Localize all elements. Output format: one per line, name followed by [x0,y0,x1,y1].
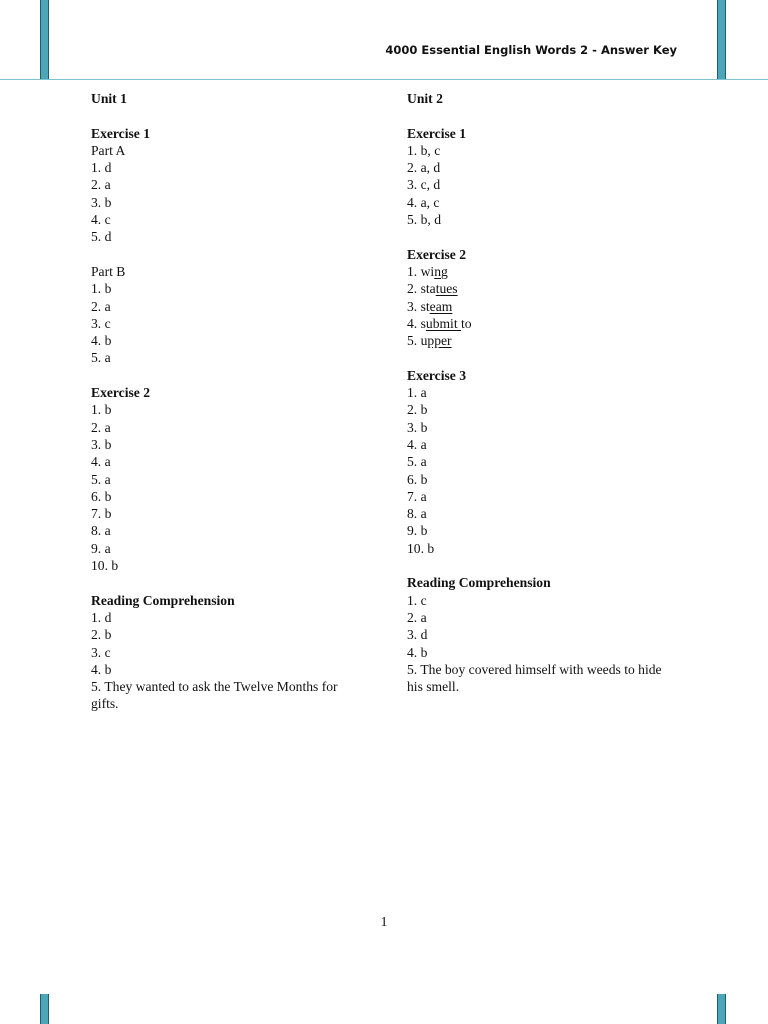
header-right-bar [717,0,726,80]
answer-line: 8. a [407,506,427,522]
unit-1-column [91,90,361,713]
answer-line: 7. b [91,506,112,522]
answer-number: 1. [407,263,421,279]
unit-2-exercise-2-title: Exercise 2 [407,246,467,262]
unit-2-reading-comprehension-title: Reading Comprehension [407,575,551,591]
unit-1-exercise-2-title: Exercise 2 [91,385,151,401]
footer-right-bar [717,994,726,1024]
answer-line: 5. d [91,229,112,245]
answer-line: 1. b [91,281,112,297]
answer-line: 3. b [407,419,428,435]
answer-line: 9. b [407,523,428,539]
answer-text-tail: to [461,315,472,331]
answer-line: 3. c, d [407,177,441,193]
spacer [407,557,677,574]
underlined-part: pper [427,333,452,349]
answer-line: 6. b [407,471,428,487]
answer-number: 2. [407,281,421,297]
answer-line: 4. b [91,333,112,349]
answer-line: 10. b [91,558,119,574]
answer-line: 3. c [91,315,111,331]
answer-text: sta [420,281,436,297]
answer-line: 4. a, c [407,194,440,210]
spacer [407,349,677,366]
answer-number: 5. [407,333,421,349]
header-left-bar [40,0,49,80]
spacer [91,246,361,263]
answer-line: 1. b, c [407,142,441,158]
answer-line: 4. b [407,644,428,660]
answer-number: 3. [407,298,421,314]
answer-text: wi [420,263,435,279]
answer-line: 8. a [91,523,111,539]
answer-line: 2. a [91,177,111,193]
header-title: 4000 Essential English Words 2 - Answer Key [385,43,677,57]
unit-1-part-b-label: Part B [91,263,126,279]
answer-line: 1. a [407,385,427,401]
answer-line: 5. a [407,454,427,470]
unit-1-reading-comprehension-title: Reading Comprehension [91,592,235,608]
answer-line: 1. d [91,160,112,176]
answer-line [407,263,677,280]
answer-line: 1. c [407,592,427,608]
answer-line: 3. d [407,627,428,643]
unit-2-column [407,90,677,695]
answer-line: 4. a [91,454,111,470]
answer-text: st [420,298,430,314]
answer-line: 9. a [91,540,111,556]
answer-line: 2. b [91,627,112,643]
unit-2-exercise-3-title: Exercise 3 [407,367,467,383]
answer-line: 3. b [91,436,112,452]
answer-line-long: 5. They wanted to ask the Twelve Months for gifts. [91,679,341,712]
answer-text: s [420,315,426,331]
answer-text: u [420,333,428,349]
answer-line: 2. a, d [407,160,441,176]
answer-line: 4. b [91,661,112,677]
answer-line [407,332,677,349]
underlined-part: ubmit [425,315,462,331]
answer-line: 2. a [91,298,111,314]
answer-line: 2. b [407,402,428,418]
answer-line-long: 5. The boy covered himself with weeds to hide his smell. [407,661,665,695]
answer-line: 6. b [91,488,112,504]
unit-1-part-a-label: Part A [91,142,126,158]
header-rule [0,79,768,80]
unit-2-exercise-1-title: Exercise 1 [407,125,467,141]
answer-line: 1. d [91,609,112,625]
spacer [91,367,361,384]
answer-line: 2. a [91,419,111,435]
answer-line [407,280,677,297]
unit-1-title: Unit 1 [91,91,127,106]
underlined-part: eam [429,298,453,314]
answer-line: 1. b [91,402,112,418]
underlined-part: tues [435,281,458,297]
underlined-part: ng [434,263,448,279]
page-number: 1 [380,914,388,929]
spacer [91,574,361,591]
footer-left-bar [40,994,49,1024]
unit-1-exercise-1-title: Exercise 1 [91,125,151,141]
answer-line: 5. a [91,350,111,366]
answer-line: 4. a [407,436,427,452]
answer-line: 3. b [91,194,112,210]
answer-line: 4. c [91,212,111,228]
unit-2-title: Unit 2 [407,91,443,106]
answer-line: 7. a [407,488,427,504]
answer-line: 10. b [407,540,435,556]
spacer [91,107,361,124]
spacer [407,228,677,245]
answer-line: 2. a [407,609,427,625]
spacer [407,107,677,124]
answer-line: 3. c [91,644,111,660]
answer-line: 5. a [91,471,111,487]
answer-line [407,298,677,315]
answer-line [407,315,677,332]
answer-line: 5. b, d [407,212,441,228]
answer-number: 4. [407,315,421,331]
